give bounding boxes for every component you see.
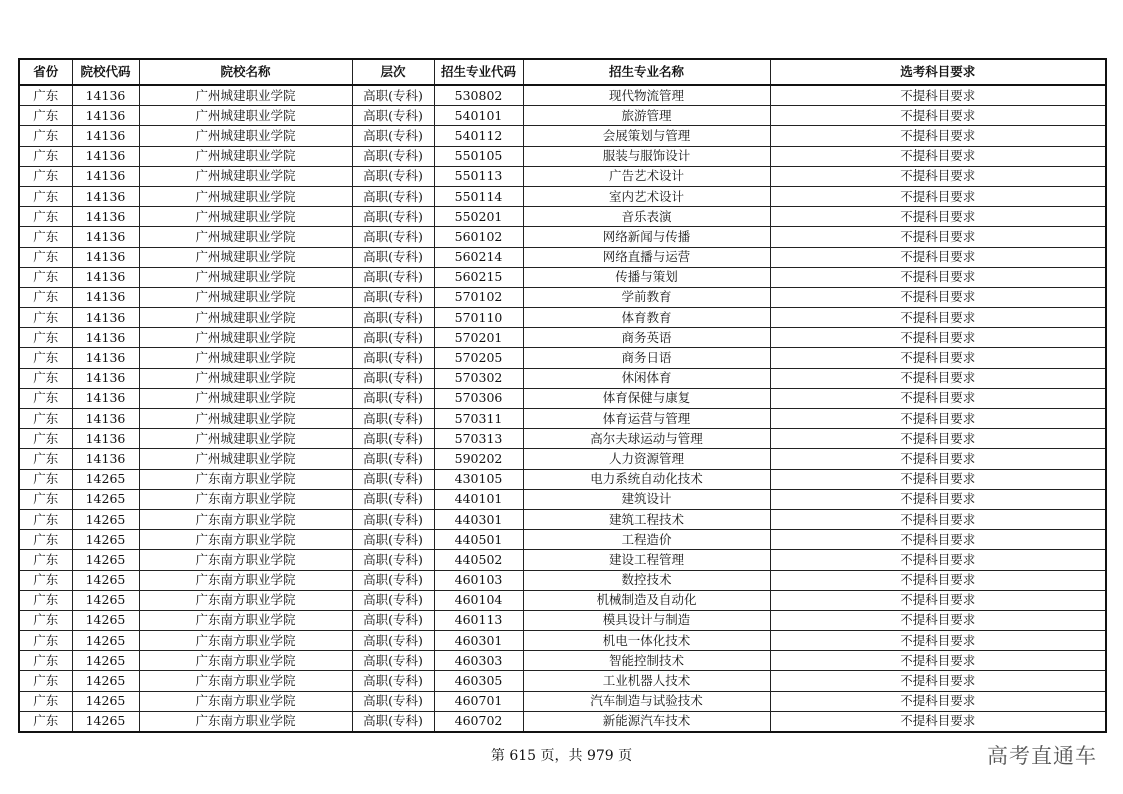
cell-school-code: 14136 (72, 267, 139, 287)
cell-school-name: 广州城建职业学院 (139, 247, 352, 267)
cell-level: 高职(专科) (352, 388, 434, 408)
table-row (19, 671, 1106, 691)
cell-major-code: 460701 (434, 691, 523, 711)
cell-school-code: 14136 (72, 429, 139, 449)
watermark-text: 高考直通车 (987, 744, 1097, 768)
cell-school-name: 广东南方职业学院 (139, 469, 352, 489)
cell-province: 广东 (19, 711, 72, 732)
cell-major-name: 商务英语 (523, 328, 770, 348)
cell-subject-requirement: 不提科目要求 (770, 106, 1106, 126)
cell-school-code: 14136 (72, 388, 139, 408)
cell-subject-requirement: 不提科目要求 (770, 469, 1106, 489)
cell-major-name: 高尔夫球运动与管理 (523, 429, 770, 449)
cell-major-code: 570302 (434, 368, 523, 388)
cell-subject-requirement: 不提科目要求 (770, 429, 1106, 449)
cell-major-name: 现代物流管理 (523, 85, 770, 106)
table-row (19, 106, 1106, 126)
cell-school-code: 14136 (72, 449, 139, 469)
cell-major-code: 570313 (434, 429, 523, 449)
cell-province: 广东 (19, 85, 72, 106)
cell-school-code: 14136 (72, 368, 139, 388)
cell-major-code: 440301 (434, 509, 523, 529)
cell-major-name: 机电一体化技术 (523, 631, 770, 651)
cell-school-name: 广州城建职业学院 (139, 85, 352, 106)
cell-school-name: 广州城建职业学院 (139, 126, 352, 146)
cell-subject-requirement: 不提科目要求 (770, 85, 1106, 106)
cell-province: 广东 (19, 631, 72, 651)
cell-major-name: 电力系统自动化技术 (523, 469, 770, 489)
cell-level: 高职(专科) (352, 186, 434, 206)
cell-major-name: 数控技术 (523, 570, 770, 590)
table-row (19, 550, 1106, 570)
cell-major-name: 新能源汽车技术 (523, 711, 770, 732)
cell-province: 广东 (19, 328, 72, 348)
cell-level: 高职(专科) (352, 348, 434, 368)
cell-school-name: 广东南方职业学院 (139, 590, 352, 610)
table-header-row (19, 59, 1106, 85)
table-row (19, 429, 1106, 449)
cell-level: 高职(专科) (352, 409, 434, 429)
cell-level: 高职(专科) (352, 691, 434, 711)
cell-school-code: 14136 (72, 308, 139, 328)
cell-province: 广东 (19, 509, 72, 529)
cell-subject-requirement: 不提科目要求 (770, 489, 1106, 509)
cell-province: 广东 (19, 671, 72, 691)
table-row (19, 631, 1106, 651)
cell-major-code: 440101 (434, 489, 523, 509)
cell-subject-requirement: 不提科目要求 (770, 247, 1106, 267)
cell-major-code: 570201 (434, 328, 523, 348)
cell-school-code: 14136 (72, 287, 139, 307)
cell-school-code: 14136 (72, 328, 139, 348)
table-row (19, 146, 1106, 166)
cell-province: 广东 (19, 590, 72, 610)
cell-major-code: 460104 (434, 590, 523, 610)
cell-school-name: 广州城建职业学院 (139, 429, 352, 449)
cell-province: 广东 (19, 469, 72, 489)
cell-school-name: 广东南方职业学院 (139, 530, 352, 550)
cell-school-name: 广州城建职业学院 (139, 449, 352, 469)
cell-level: 高职(专科) (352, 530, 434, 550)
cell-subject-requirement: 不提科目要求 (770, 550, 1106, 570)
cell-province: 广东 (19, 449, 72, 469)
cell-school-code: 14265 (72, 530, 139, 550)
table-row (19, 651, 1106, 671)
cell-school-name: 广东南方职业学院 (139, 509, 352, 529)
cell-subject-requirement: 不提科目要求 (770, 146, 1106, 166)
cell-major-name: 旅游管理 (523, 106, 770, 126)
table-row (19, 308, 1106, 328)
cell-major-name: 商务日语 (523, 348, 770, 368)
cell-subject-requirement: 不提科目要求 (770, 186, 1106, 206)
cell-subject-requirement: 不提科目要求 (770, 166, 1106, 186)
cell-school-name: 广州城建职业学院 (139, 207, 352, 227)
cell-school-code: 14136 (72, 146, 139, 166)
cell-school-code: 14265 (72, 711, 139, 732)
cell-major-code: 540112 (434, 126, 523, 146)
cell-school-code: 14265 (72, 469, 139, 489)
cell-subject-requirement: 不提科目要求 (770, 610, 1106, 630)
cell-major-name: 学前教育 (523, 287, 770, 307)
cell-major-name: 服装与服饰设计 (523, 146, 770, 166)
cell-school-name: 广州城建职业学院 (139, 146, 352, 166)
cell-level: 高职(专科) (352, 509, 434, 529)
cell-school-name: 广东南方职业学院 (139, 570, 352, 590)
cell-school-name: 广东南方职业学院 (139, 651, 352, 671)
cell-subject-requirement: 不提科目要求 (770, 651, 1106, 671)
cell-major-name: 建筑工程技术 (523, 509, 770, 529)
cell-school-code: 14265 (72, 590, 139, 610)
table-row (19, 711, 1106, 732)
cell-major-code: 550113 (434, 166, 523, 186)
cell-subject-requirement: 不提科目要求 (770, 509, 1106, 529)
table-body (19, 85, 1106, 732)
cell-subject-requirement: 不提科目要求 (770, 530, 1106, 550)
cell-subject-requirement: 不提科目要求 (770, 126, 1106, 146)
cell-school-name: 广州城建职业学院 (139, 368, 352, 388)
header-school-code: 院校代码 (72, 59, 139, 85)
cell-level: 高职(专科) (352, 227, 434, 247)
cell-province: 广东 (19, 186, 72, 206)
cell-major-name: 工业机器人技术 (523, 671, 770, 691)
cell-school-name: 广州城建职业学院 (139, 227, 352, 247)
cell-school-code: 14265 (72, 651, 139, 671)
cell-province: 广东 (19, 691, 72, 711)
header-province: 省份 (19, 59, 72, 85)
cell-province: 广东 (19, 610, 72, 630)
cell-subject-requirement: 不提科目要求 (770, 590, 1106, 610)
cell-school-code: 14136 (72, 348, 139, 368)
cell-major-name: 工程造价 (523, 530, 770, 550)
cell-major-code: 460103 (434, 570, 523, 590)
cell-subject-requirement: 不提科目要求 (770, 207, 1106, 227)
cell-level: 高职(专科) (352, 126, 434, 146)
cell-subject-requirement: 不提科目要求 (770, 631, 1106, 651)
header-subject-requirement: 选考科目要求 (770, 59, 1106, 85)
cell-school-code: 14136 (72, 166, 139, 186)
cell-subject-requirement: 不提科目要求 (770, 691, 1106, 711)
cell-major-name: 室内艺术设计 (523, 186, 770, 206)
table-row (19, 691, 1106, 711)
page-footer (0, 745, 1123, 765)
cell-level: 高职(专科) (352, 207, 434, 227)
cell-level: 高职(专科) (352, 106, 434, 126)
cell-major-code: 570306 (434, 388, 523, 408)
page-number: 第 615 页，共 979 页 (490, 748, 633, 764)
admission-table (18, 58, 1107, 733)
cell-province: 广东 (19, 550, 72, 570)
cell-major-code: 570311 (434, 409, 523, 429)
cell-major-name: 人力资源管理 (523, 449, 770, 469)
cell-school-name: 广东南方职业学院 (139, 610, 352, 630)
cell-school-name: 广州城建职业学院 (139, 106, 352, 126)
cell-major-code: 570102 (434, 287, 523, 307)
cell-major-code: 590202 (434, 449, 523, 469)
cell-subject-requirement: 不提科目要求 (770, 711, 1106, 732)
cell-province: 广东 (19, 429, 72, 449)
cell-school-name: 广州城建职业学院 (139, 409, 352, 429)
table-row (19, 247, 1106, 267)
cell-subject-requirement: 不提科目要求 (770, 287, 1106, 307)
cell-school-code: 14265 (72, 691, 139, 711)
cell-province: 广东 (19, 409, 72, 429)
header-major-name: 招生专业名称 (523, 59, 770, 85)
cell-level: 高职(专科) (352, 368, 434, 388)
cell-level: 高职(专科) (352, 308, 434, 328)
cell-major-name: 机械制造及自动化 (523, 590, 770, 610)
cell-school-code: 14265 (72, 631, 139, 651)
table-row (19, 227, 1106, 247)
table-row (19, 186, 1106, 206)
cell-school-name: 广州城建职业学院 (139, 328, 352, 348)
cell-major-name: 建筑设计 (523, 489, 770, 509)
cell-school-name: 广州城建职业学院 (139, 186, 352, 206)
cell-major-code: 550114 (434, 186, 523, 206)
table-row (19, 368, 1106, 388)
cell-subject-requirement: 不提科目要求 (770, 570, 1106, 590)
cell-level: 高职(专科) (352, 651, 434, 671)
cell-school-code: 14136 (72, 126, 139, 146)
cell-level: 高职(专科) (352, 166, 434, 186)
cell-level: 高职(专科) (352, 570, 434, 590)
cell-level: 高职(专科) (352, 550, 434, 570)
cell-subject-requirement: 不提科目要求 (770, 449, 1106, 469)
cell-major-name: 传播与策划 (523, 267, 770, 287)
cell-major-code: 570205 (434, 348, 523, 368)
cell-subject-requirement: 不提科目要求 (770, 388, 1106, 408)
cell-subject-requirement: 不提科目要求 (770, 671, 1106, 691)
cell-major-code: 560215 (434, 267, 523, 287)
cell-province: 广东 (19, 570, 72, 590)
cell-level: 高职(专科) (352, 267, 434, 287)
cell-major-code: 440501 (434, 530, 523, 550)
cell-major-code: 430105 (434, 469, 523, 489)
cell-province: 广东 (19, 287, 72, 307)
document-table-container (18, 58, 1105, 733)
cell-school-code: 14136 (72, 106, 139, 126)
table-row (19, 489, 1106, 509)
table-row (19, 409, 1106, 429)
table-row (19, 469, 1106, 489)
cell-province: 广东 (19, 207, 72, 227)
cell-major-name: 模具设计与制造 (523, 610, 770, 630)
cell-province: 广东 (19, 166, 72, 186)
table-row (19, 287, 1106, 307)
cell-province: 广东 (19, 227, 72, 247)
table-row (19, 388, 1106, 408)
cell-major-name: 建设工程管理 (523, 550, 770, 570)
cell-province: 广东 (19, 146, 72, 166)
cell-province: 广东 (19, 126, 72, 146)
table-row (19, 570, 1106, 590)
cell-school-code: 14136 (72, 186, 139, 206)
cell-school-code: 14136 (72, 247, 139, 267)
cell-school-code: 14265 (72, 671, 139, 691)
cell-school-name: 广东南方职业学院 (139, 550, 352, 570)
cell-subject-requirement: 不提科目要求 (770, 227, 1106, 247)
cell-major-code: 550105 (434, 146, 523, 166)
cell-subject-requirement: 不提科目要求 (770, 409, 1106, 429)
cell-school-code: 14265 (72, 550, 139, 570)
cell-school-code: 14265 (72, 509, 139, 529)
cell-school-code: 14265 (72, 610, 139, 630)
cell-major-code: 460702 (434, 711, 523, 732)
cell-level: 高职(专科) (352, 449, 434, 469)
table-row (19, 166, 1106, 186)
cell-province: 广东 (19, 651, 72, 671)
cell-level: 高职(专科) (352, 631, 434, 651)
cell-subject-requirement: 不提科目要求 (770, 368, 1106, 388)
cell-school-name: 广州城建职业学院 (139, 348, 352, 368)
cell-school-name: 广州城建职业学院 (139, 388, 352, 408)
cell-province: 广东 (19, 247, 72, 267)
cell-province: 广东 (19, 368, 72, 388)
table-row (19, 207, 1106, 227)
cell-major-name: 体育保健与康复 (523, 388, 770, 408)
header-level: 层次 (352, 59, 434, 85)
cell-major-code: 560214 (434, 247, 523, 267)
cell-school-name: 广州城建职业学院 (139, 308, 352, 328)
cell-province: 广东 (19, 267, 72, 287)
cell-major-code: 530802 (434, 85, 523, 106)
cell-school-name: 广州城建职业学院 (139, 287, 352, 307)
cell-major-code: 560102 (434, 227, 523, 247)
header-school-name: 院校名称 (139, 59, 352, 85)
cell-province: 广东 (19, 106, 72, 126)
table-row (19, 328, 1106, 348)
cell-subject-requirement: 不提科目要求 (770, 308, 1106, 328)
cell-major-name: 智能控制技术 (523, 651, 770, 671)
cell-province: 广东 (19, 388, 72, 408)
cell-level: 高职(专科) (352, 610, 434, 630)
cell-level: 高职(专科) (352, 328, 434, 348)
cell-major-code: 460303 (434, 651, 523, 671)
cell-major-name: 音乐表演 (523, 207, 770, 227)
cell-major-name: 广告艺术设计 (523, 166, 770, 186)
cell-major-code: 460305 (434, 671, 523, 691)
cell-major-name: 会展策划与管理 (523, 126, 770, 146)
table-row (19, 85, 1106, 106)
cell-major-name: 体育运营与管理 (523, 409, 770, 429)
cell-major-code: 440502 (434, 550, 523, 570)
cell-school-name: 广东南方职业学院 (139, 691, 352, 711)
table-row (19, 590, 1106, 610)
cell-level: 高职(专科) (352, 489, 434, 509)
cell-major-code: 550201 (434, 207, 523, 227)
cell-level: 高职(专科) (352, 287, 434, 307)
cell-major-name: 网络直播与运营 (523, 247, 770, 267)
cell-level: 高职(专科) (352, 247, 434, 267)
cell-province: 广东 (19, 348, 72, 368)
cell-level: 高职(专科) (352, 469, 434, 489)
cell-school-name: 广东南方职业学院 (139, 671, 352, 691)
cell-school-name: 广州城建职业学院 (139, 166, 352, 186)
cell-level: 高职(专科) (352, 429, 434, 449)
cell-school-name: 广州城建职业学院 (139, 267, 352, 287)
table-row (19, 610, 1106, 630)
header-major-code: 招生专业代码 (434, 59, 523, 85)
cell-school-code: 14265 (72, 570, 139, 590)
cell-major-name: 汽车制造与试验技术 (523, 691, 770, 711)
cell-major-code: 540101 (434, 106, 523, 126)
cell-level: 高职(专科) (352, 671, 434, 691)
cell-major-name: 网络新闻与传播 (523, 227, 770, 247)
cell-school-name: 广东南方职业学院 (139, 489, 352, 509)
cell-school-code: 14136 (72, 85, 139, 106)
cell-subject-requirement: 不提科目要求 (770, 267, 1106, 287)
table-row (19, 449, 1106, 469)
cell-school-code: 14136 (72, 409, 139, 429)
table-row (19, 509, 1106, 529)
cell-level: 高职(专科) (352, 711, 434, 732)
cell-province: 广东 (19, 489, 72, 509)
cell-province: 广东 (19, 530, 72, 550)
table-row (19, 530, 1106, 550)
cell-province: 广东 (19, 308, 72, 328)
cell-school-code: 14136 (72, 207, 139, 227)
table-row (19, 348, 1106, 368)
table-row (19, 126, 1106, 146)
cell-school-name: 广东南方职业学院 (139, 711, 352, 732)
cell-major-code: 570110 (434, 308, 523, 328)
cell-major-name: 体育教育 (523, 308, 770, 328)
cell-school-name: 广东南方职业学院 (139, 631, 352, 651)
cell-major-code: 460301 (434, 631, 523, 651)
cell-school-code: 14265 (72, 489, 139, 509)
cell-major-name: 休闲体育 (523, 368, 770, 388)
cell-level: 高职(专科) (352, 146, 434, 166)
cell-major-code: 460113 (434, 610, 523, 630)
cell-level: 高职(专科) (352, 85, 434, 106)
table-row (19, 267, 1106, 287)
cell-subject-requirement: 不提科目要求 (770, 348, 1106, 368)
cell-level: 高职(专科) (352, 590, 434, 610)
cell-school-code: 14136 (72, 227, 139, 247)
cell-subject-requirement: 不提科目要求 (770, 328, 1106, 348)
